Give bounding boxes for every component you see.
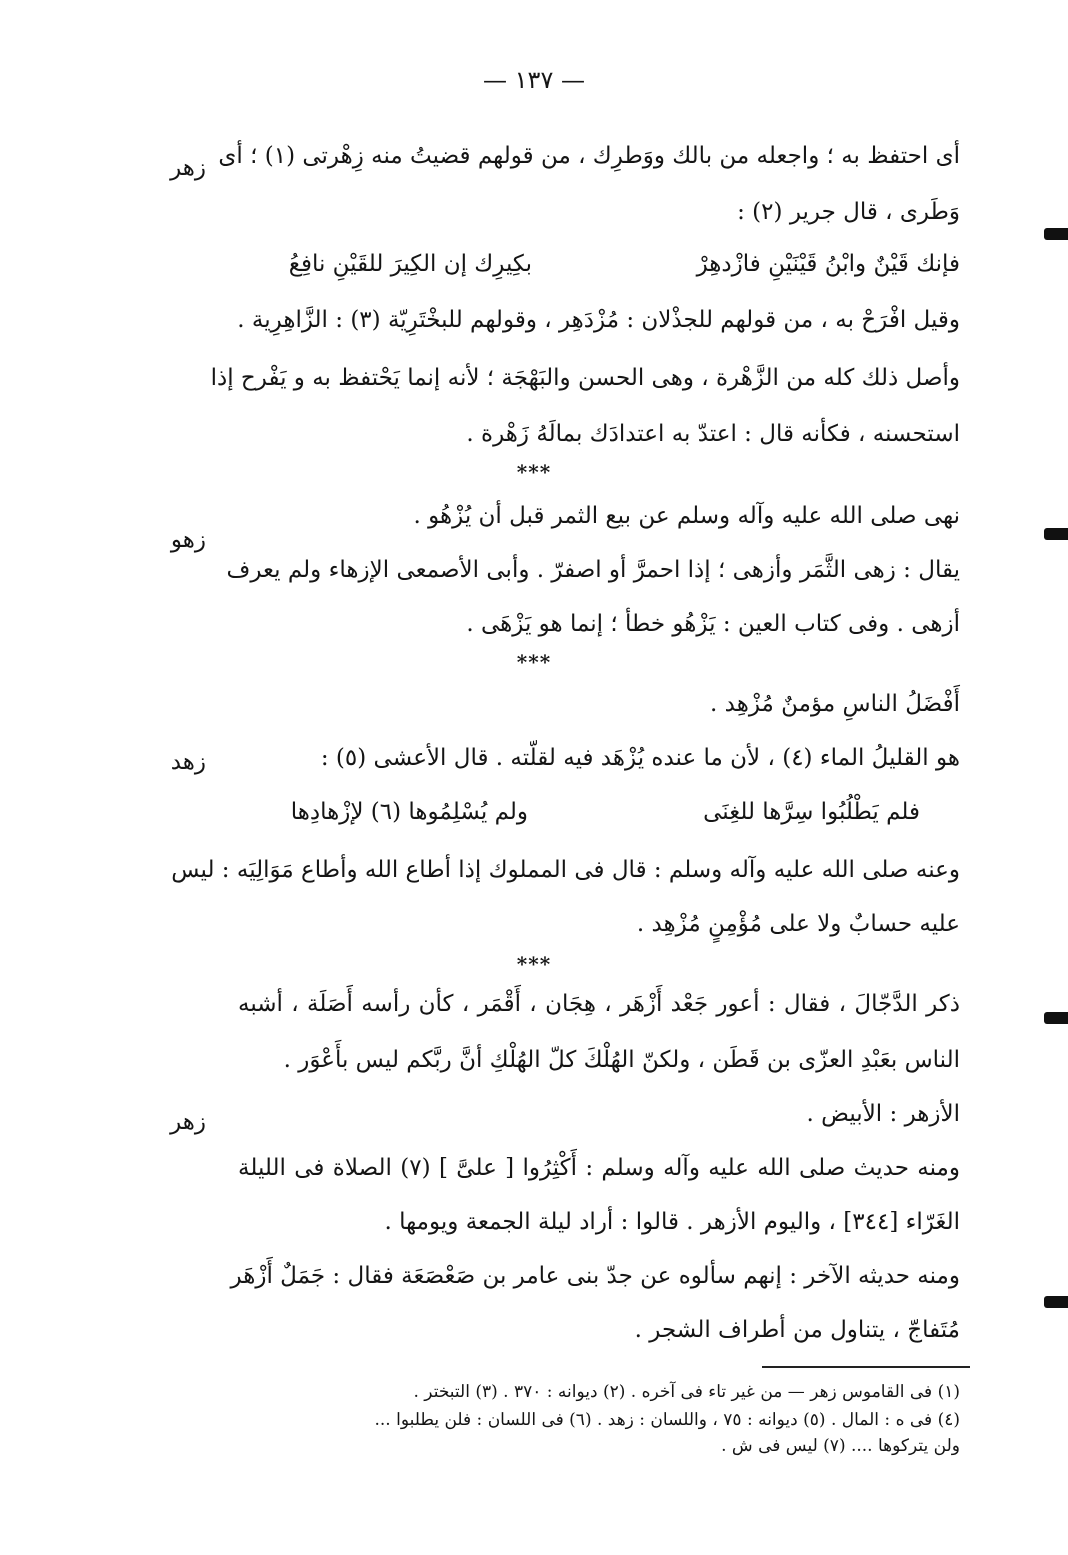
text-line: استحسنه ، فكأنه قال : اعتدّ به اعتدادَك بمالَهُ زَهْرة . xyxy=(466,421,960,447)
page-number: — ١٣٧ — xyxy=(483,66,585,94)
text-line: أَفْضَلُ الناسِ مؤمنٌ مُزْهِد . xyxy=(710,691,960,717)
text-line: وقيل افْرَحْ به ، من قولهم للجذْلان : مُزْدَهِر ، وقولهم للبخْتَرِيّة (٣) : الزَّاهِرِية . xyxy=(237,307,960,333)
section-separator: *** xyxy=(516,650,552,674)
text-line: يقال : زهى الثَّمَر وأزهى ؛ إذا احمرَّ أو اصفرّ . وأبى الأصمعى الإزهاء ولم يعرف xyxy=(226,557,960,583)
section-separator: *** xyxy=(516,952,552,976)
text-line: وأصل ذلك كله من الزَّهْرة ، وهى الحسن والبَهْجَة ؛ لأنه إنما يَحْتفظ به و يَفْرح إذا xyxy=(210,365,960,391)
margin-headword: زهر xyxy=(170,155,206,181)
margin-headword: زهر xyxy=(170,1109,206,1135)
binding-mark xyxy=(1044,1296,1068,1308)
verse-hemistich: فلم يَطْلُبُوا سِرَّها للغِنَى xyxy=(703,799,920,825)
text-line: ذكر الدَّجّالَ ، فقال : أعور جَعْد أَزْهَر ، هِجَان ، أَقْمَر ، كأن رأسه أَصَلَة ، أشبه xyxy=(238,991,960,1017)
footnote-rule xyxy=(762,1366,970,1368)
text-line: الغَرّاء [٣٤٤] ، واليوم الأزهر . قالوا : أراد ليلة الجمعة ويومها . xyxy=(384,1209,960,1235)
text-line: الأزهر : الأبيض . xyxy=(806,1101,960,1127)
verse-hemistich: فإنك قَيْنٌ وابْنُ قَيْنَيْنِ فازْدهِرْ xyxy=(696,251,960,277)
text-line: مُتَفاجّ ، يتناول من أطراف الشجر . xyxy=(634,1317,960,1343)
text-line: أزهى . وفى كتاب العين : يَزْهُو خطأ ؛ إنما هو يَزْهَى . xyxy=(466,611,960,637)
verse-hemistich: ولم يُسْلِمُوها (٦) لإزْهادِها xyxy=(290,799,528,825)
text-line: عليه حسابٌ ولا على مُؤْمِنٍ مُزْهِد . xyxy=(636,911,960,937)
text-line: نهى صلى الله عليه وآله وسلم عن بيع الثمر قبل أن يُزْهُو . xyxy=(413,503,960,529)
footnote-line: (٤) فى ه : المال . (٥) ديوانه : ٧٥ ، واللسان : زهد . (٦) فى اللسان : فلن يطلبوا ... xyxy=(374,1410,960,1430)
margin-headword: زهو xyxy=(170,527,206,553)
text-line: وَطَرى ، قال جرير (٢) : xyxy=(737,199,960,225)
text-line: أى احتفظ به ؛ واجعله من بالك ووَطرِك ، من قولهم قضيتُ منه زِهْرتى (١) ؛ أى xyxy=(218,143,960,169)
section-separator: *** xyxy=(516,460,552,484)
verse-hemistich: بكِيرِك إن الكِيرَ للقَيْنِ نافِعُ xyxy=(288,251,532,277)
margin-headword: زهد xyxy=(170,749,206,775)
text-line: ومنه حديث صلى الله عليه وآله وسلم : أَكْثِرُوا [ علىَّ ] (٧) الصلاة فى الليلة xyxy=(238,1155,960,1181)
binding-mark xyxy=(1044,228,1068,240)
binding-mark xyxy=(1044,1012,1068,1024)
footnote-line: (١) فى القاموس زهر — من غير تاء فى آخره . (٢) ديوانه : ٣٧٠ . (٣) التبختر . xyxy=(413,1382,960,1402)
text-line: الناس بعَبْدِ العزّى بن قَطَن ، ولكنّ الهُلْكَ كلّ الهُلْكِ أنَّ ربَّكم ليس بأَعْوَر . xyxy=(283,1047,960,1073)
binding-mark xyxy=(1044,528,1068,540)
footnote-line: ولن يتركوها .... (٧) ليس فى ش . xyxy=(721,1436,960,1456)
text-line: ومنه حديثه الآخر : إنهم سألوه عن جدّ بنى عامر بن صَعْصَعَة فقال : جَمَلٌ أَزْهَر xyxy=(230,1263,960,1289)
text-line: وعنه صلى الله عليه وآله وسلم : قال فى المملوك إذا أطاع الله وأطاع مَوَالِيَه : ليس xyxy=(171,857,960,883)
text-line: هو القليلُ الماء (٤) ، لأن ما عنده يُزْهَد فيه لقلّته . قال الأعشى (٥) : xyxy=(320,745,960,771)
